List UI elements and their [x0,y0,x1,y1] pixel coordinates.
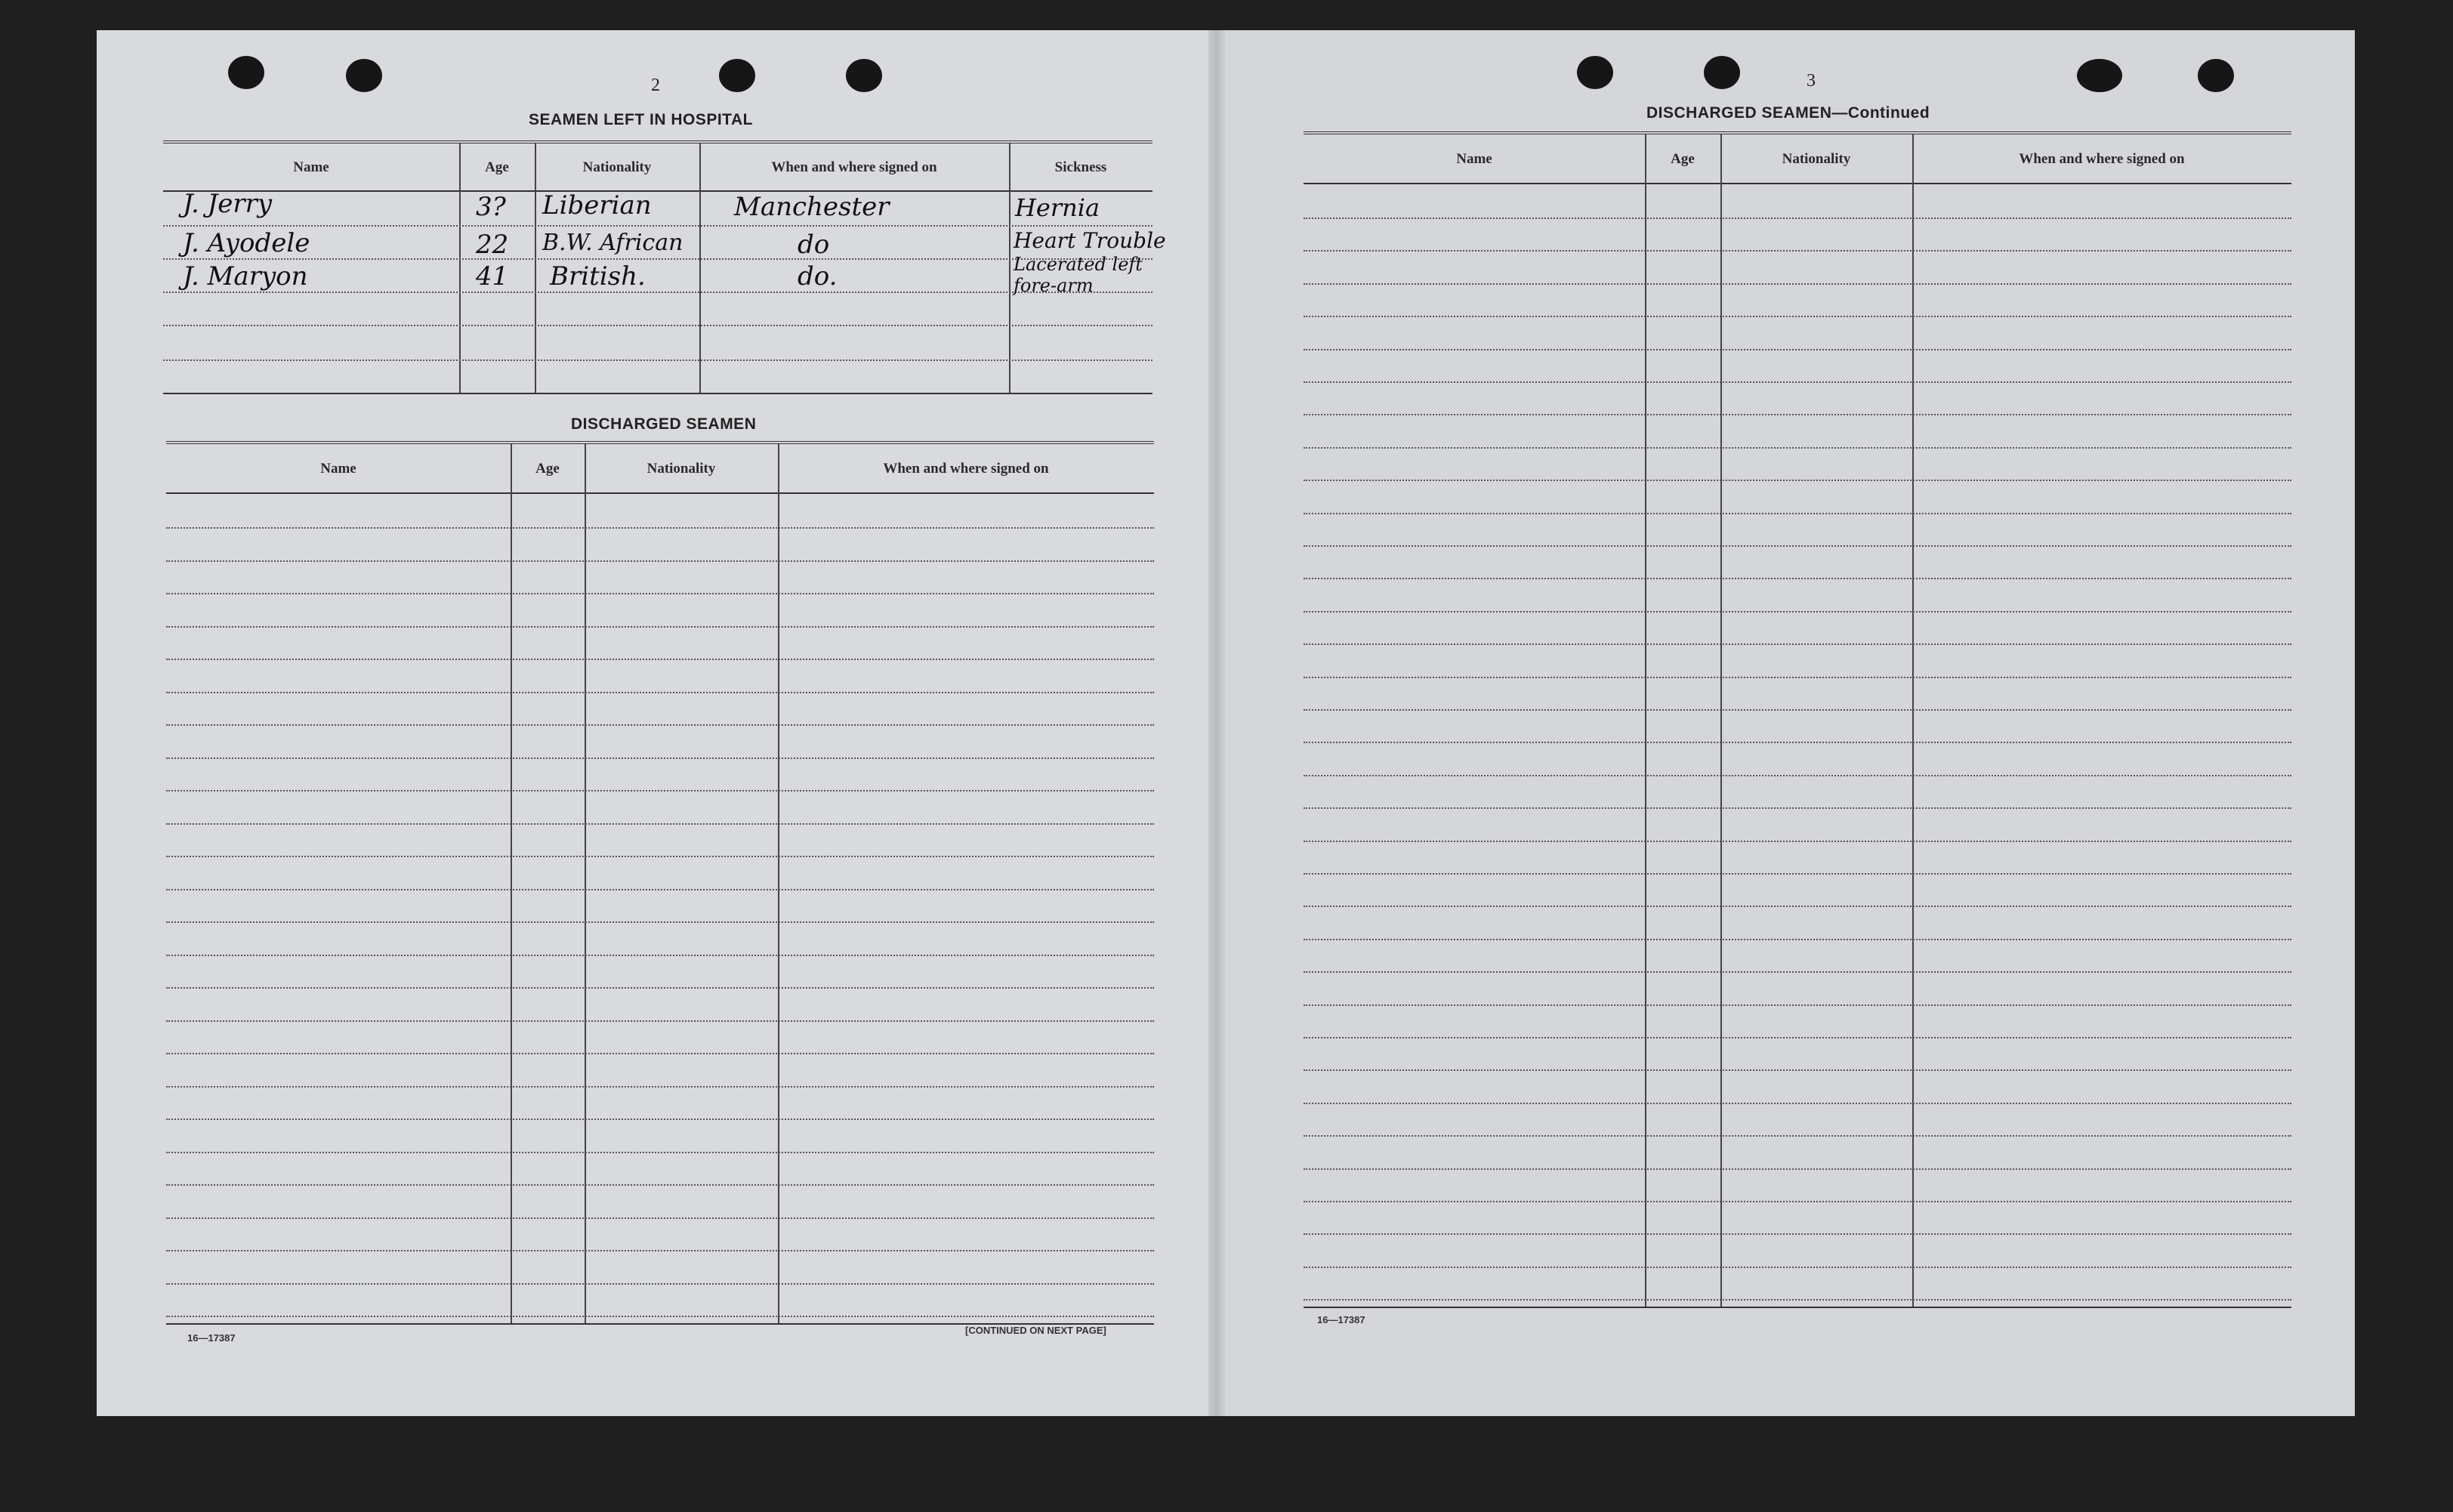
column-divider [699,143,701,393]
row-rule [1304,906,2291,907]
cell-sickness: Heart Trouble [1014,228,1166,253]
punch-hole [1577,56,1613,89]
form-number: 16—17387 [1317,1314,1365,1325]
table-bottom-rule [1304,1307,2291,1308]
row-rule [1304,611,2291,613]
row-rule [1304,414,2291,415]
row-rule [1304,807,2291,809]
column-header-nationality: Nationality [1782,151,1851,167]
page-number: 3 [1807,71,1816,91]
row-rule [1304,1267,2291,1268]
column-header-age: Age [535,461,560,477]
punch-hole [228,56,264,89]
row-rule [1304,480,2291,481]
cell-nationality: B.W. African [542,230,683,256]
row-rule [163,359,1152,361]
row-rule [166,758,1154,759]
cell-signed-on: Manchester [734,192,890,222]
row-rule [163,225,1152,227]
row-rule [166,1316,1154,1317]
row-rule [166,1283,1154,1285]
column-header-signed-on: When and where signed on [883,461,1049,477]
row-rule [1304,1135,2291,1137]
column-header-name: Name [293,159,329,175]
column-divider [459,143,461,393]
row-rule [166,856,1154,857]
cell-signed-on: do [798,230,830,260]
row-rule [1304,1201,2291,1202]
row-rule [166,790,1154,791]
row-rule [1304,1069,2291,1071]
row-rule [1304,775,2291,776]
row-rule [166,1250,1154,1251]
continued-note: [CONTINUED ON NEXT PAGE] [965,1325,1106,1336]
row-rule [1304,841,2291,842]
page-gutter [1208,30,1225,1416]
row-rule [1304,381,2291,383]
column-divider [778,444,779,1325]
column-divider [1009,143,1011,393]
row-rule [1304,939,2291,940]
column-header-name: Name [320,461,356,477]
cell-signed-on: do. [798,261,838,292]
column-header-age: Age [1671,151,1695,167]
row-rule [1304,873,2291,875]
row-rule [166,1020,1154,1022]
cell-sickness: Hernia [1015,193,1100,222]
column-header-nationality: Nationality [646,461,716,477]
row-rule [1304,1004,2291,1006]
row-rule [1304,742,2291,743]
column-header-name: Name [1456,151,1492,167]
row-rule [1304,316,2291,317]
cell-name: J. Ayodele [183,228,310,258]
punch-hole [719,59,755,92]
discharged-continued-title: DISCHARGED SEAMEN—Continued [1646,104,1930,122]
column-divider [1720,134,1722,1308]
row-rule [166,593,1154,594]
row-rule [166,527,1154,529]
row-rule [1304,1037,2291,1038]
row-rule [1304,1299,2291,1301]
row-rule [166,987,1154,989]
row-rule [166,1086,1154,1088]
row-rule [166,955,1154,956]
form-number: 16—17387 [187,1332,236,1344]
row-rule [1304,218,2291,219]
column-divider [535,143,536,393]
row-rule [1304,349,2291,350]
row-rule [166,889,1154,890]
punch-hole [2198,59,2234,92]
row-rule [1304,1103,2291,1104]
cell-nationality: British. [550,261,646,292]
row-rule [1304,677,2291,678]
cell-sickness: Lacerated left fore-arm [1014,254,1143,296]
cell-age: 22 [476,230,509,260]
row-rule [166,560,1154,562]
page-number: 2 [651,76,660,95]
row-rule [166,659,1154,660]
discharged-table [166,441,1154,1322]
row-rule [1304,447,2291,449]
table-bottom-rule [163,393,1152,394]
row-rule [1304,709,2291,711]
row-rule [166,626,1154,628]
row-rule [166,724,1154,726]
row-rule [166,823,1154,825]
column-divider [585,444,586,1325]
row-rule [166,692,1154,693]
cell-age: 3? [476,192,506,222]
row-rule [163,258,1152,260]
row-rule [166,1217,1154,1219]
discharged-continued-table [1304,131,2291,1305]
row-rule [166,921,1154,923]
column-divider [511,444,512,1325]
cell-name: J. Maryon [183,261,308,292]
row-rule [1304,545,2291,547]
punch-hole [1704,56,1740,89]
column-header-age: Age [485,159,509,175]
cell-name: J. Jerry [183,189,273,219]
row-rule [163,292,1152,293]
column-header-sickness: Sickness [1054,159,1107,175]
row-rule [166,1053,1154,1054]
row-rule [166,1119,1154,1120]
column-divider [1912,134,1914,1308]
row-rule [166,1152,1154,1153]
row-rule [1304,250,2291,251]
row-rule [163,325,1152,326]
column-header-signed-on: When and where signed on [2019,151,2185,167]
row-rule [1304,578,2291,579]
punch-hole [346,59,382,92]
column-header-nationality: Nationality [582,159,652,175]
punch-hole [2077,59,2122,92]
cell-age: 41 [476,261,509,292]
discharged-section-title: DISCHARGED SEAMEN [571,415,757,433]
row-rule [1304,643,2291,645]
row-rule [166,1184,1154,1186]
row-rule [1304,971,2291,973]
punch-hole [846,59,882,92]
column-header-signed-on: When and where signed on [771,159,937,175]
hospital-section-title: SEAMEN LEFT IN HOSPITAL [529,111,753,128]
row-rule [1304,1233,2291,1235]
row-rule [1304,513,2291,514]
cell-nationality: Liberian [542,190,652,221]
row-rule [1304,1168,2291,1170]
row-rule [1304,283,2291,285]
column-divider [1645,134,1646,1308]
hospital-table [163,140,1166,393]
